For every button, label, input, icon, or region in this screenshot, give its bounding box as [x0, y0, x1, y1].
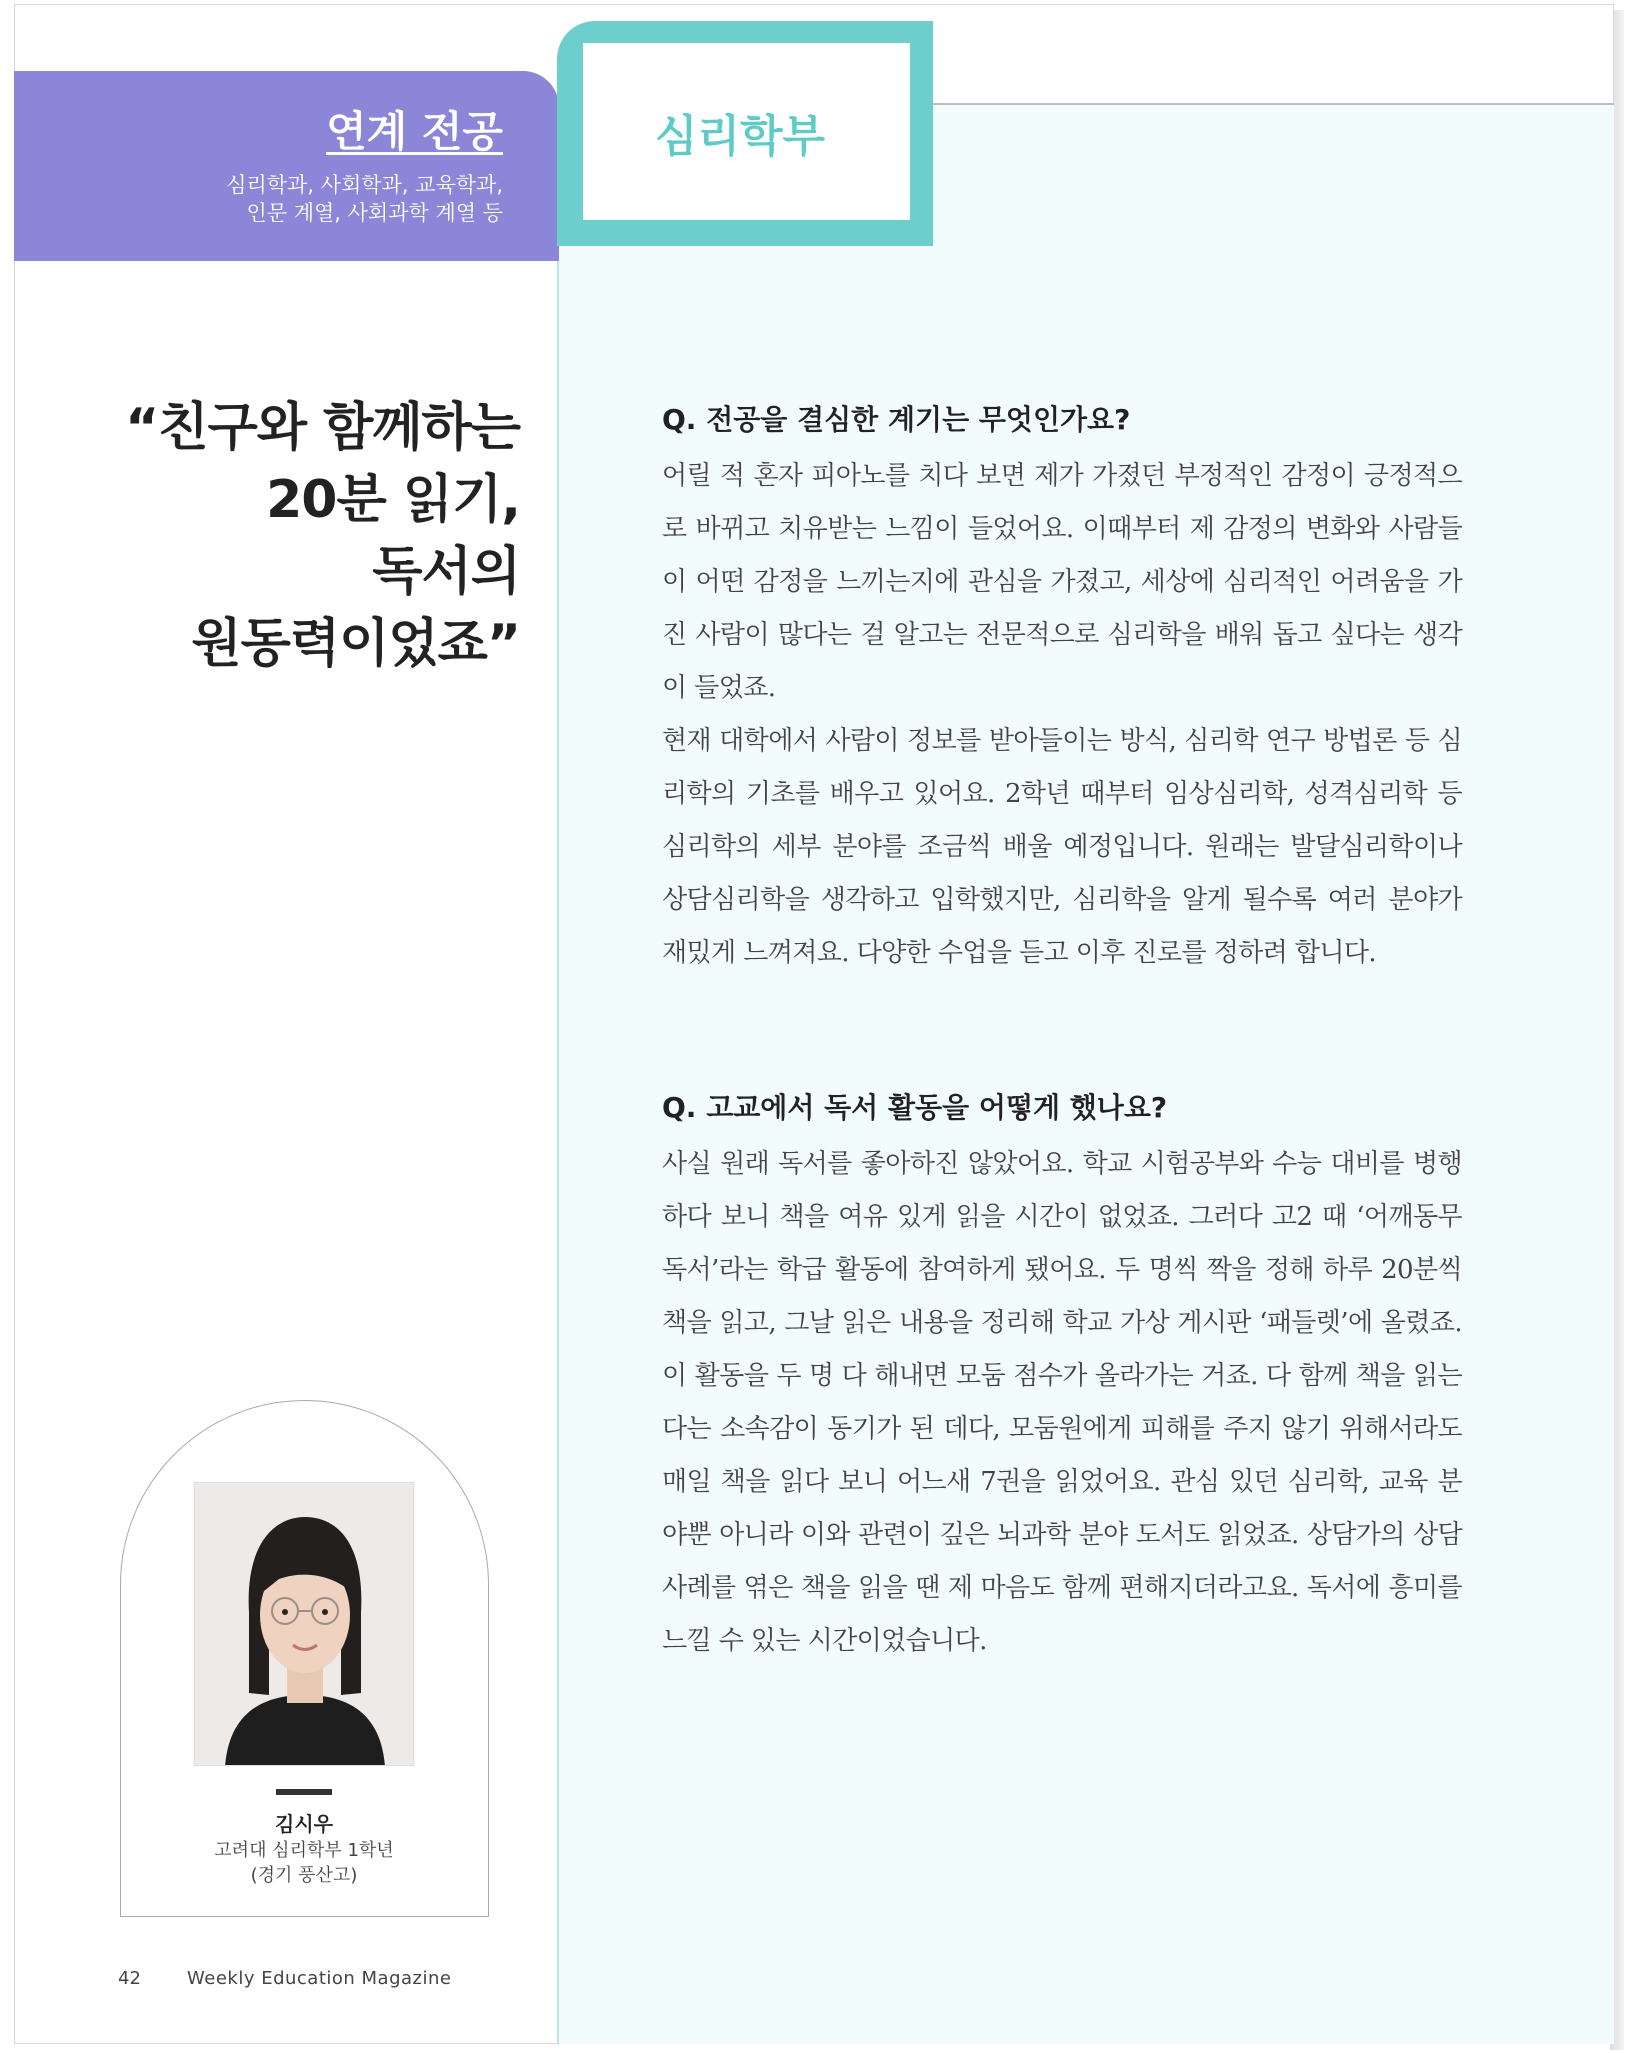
pull-quote-line: 원동력이었죠” [191, 614, 520, 674]
qa-section-2 [662, 1086, 1462, 1668]
pull-quote-line: 20분 읽기, [266, 470, 520, 530]
pull-quote-line: 독서의 [372, 542, 520, 602]
answer-paragraph: 사실 원래 독서를 좋아하진 않았어요. 학교 시험공부와 수능 대비를 병행하다 보니 책을 여유 있게 읽을 시간이 없었죠. 그러다 고2 때 ‘어깨동무 독서’라는 학급 활동에 참여하게 됐어요. 두 명씩 짝을 정해 하루 20분씩 책을 읽고, 그날 읽은 내용을 정리해 학교 가상 게시판 ‘패들렛’에 올렸죠. 이 활동을 두 명 다 해내면 모둠 점수가 올라가는 거죠. 다 함께 책을 읽는다는 소속감이 동기가 된 데다, 모둠원에게 피해를 주지 않기 위해서라도 매일 책을 읽다 보니 어느새 7권을 읽었어요. 관심 있던 심리학, 교육 분야뿐 아니라 이와 관련이 깊은 뇌과학 분야 도서도 읽었죠. 상담가의 상담 사례를 엮은 책을 읽을 땐 제 마음도 함께 편해지더라고요. 독서에 흥미를 느낄 수 있는 시간이었습니다. [662, 1149, 1462, 1656]
profile-school: 고려대 심리학부 1학년 [214, 1840, 394, 1861]
related-majors-band [14, 71, 559, 261]
question-heading: Q. 전공을 결심한 계기는 무엇인가요? [662, 403, 1131, 436]
question-heading: Q. 고교에서 독서 활동을 어떻게 했나요? [662, 1091, 1168, 1124]
profile-photo [194, 1482, 414, 1766]
answer-paragraph: 어릴 적 혼자 피아노를 치다 보면 제가 가졌던 부정적인 감정이 긍정적으로 바뀌고 치유받는 느낌이 들었어요. 이때부터 제 감정의 변화와 사람들이 어떤 감정을 느끼는지에 관심을 가졌고, 세상에 심리적인 어려움을 가진 사람이 많다는 걸 알고는 전문적으로 심리학을 배워 돕고 싶다는 생각이 들었죠. [662, 461, 1462, 703]
department-title: 심리학부 [655, 111, 826, 162]
related-majors-line: 인문 계열, 사회과학 계열 등 [246, 201, 503, 225]
qa-section-1 [662, 398, 1462, 980]
name-divider [276, 1789, 332, 1795]
profile-highschool: (경기 풍산고) [250, 1865, 358, 1886]
header-rule [930, 103, 1614, 105]
magazine-name: Weekly Education Magazine [187, 1968, 452, 1989]
related-majors-title: 연계 전공 [326, 107, 503, 156]
pull-quote-line: “친구와 함께하는 [125, 398, 520, 458]
answer-paragraph: 현재 대학에서 사람이 정보를 받아들이는 방식, 심리학 연구 방법론 등 심리학의 기초를 배우고 있어요. 2학년 때부터 임상심리학, 성격심리학 등 심리학의 세부 분야를 조금씩 배울 예정입니다. 원래는 발달심리학이나 상담심리학을 생각하고 입학했지만, 심리학을 알게 될수록 여러 분야가 재밌게 느껴져요. 다양한 수업을 듣고 이후 진로를 정하려 합니다. [662, 726, 1462, 968]
related-majors-line: 심리학과, 사회학과, 교육학과, [226, 173, 503, 197]
related-majors-list [83, 171, 503, 227]
pull-quote [90, 392, 520, 680]
profile-affiliation [174, 1838, 434, 1888]
profile-name: 김시우 [275, 1812, 333, 1836]
page-number: 42 [118, 1968, 141, 1989]
content-panel [557, 104, 1614, 2044]
